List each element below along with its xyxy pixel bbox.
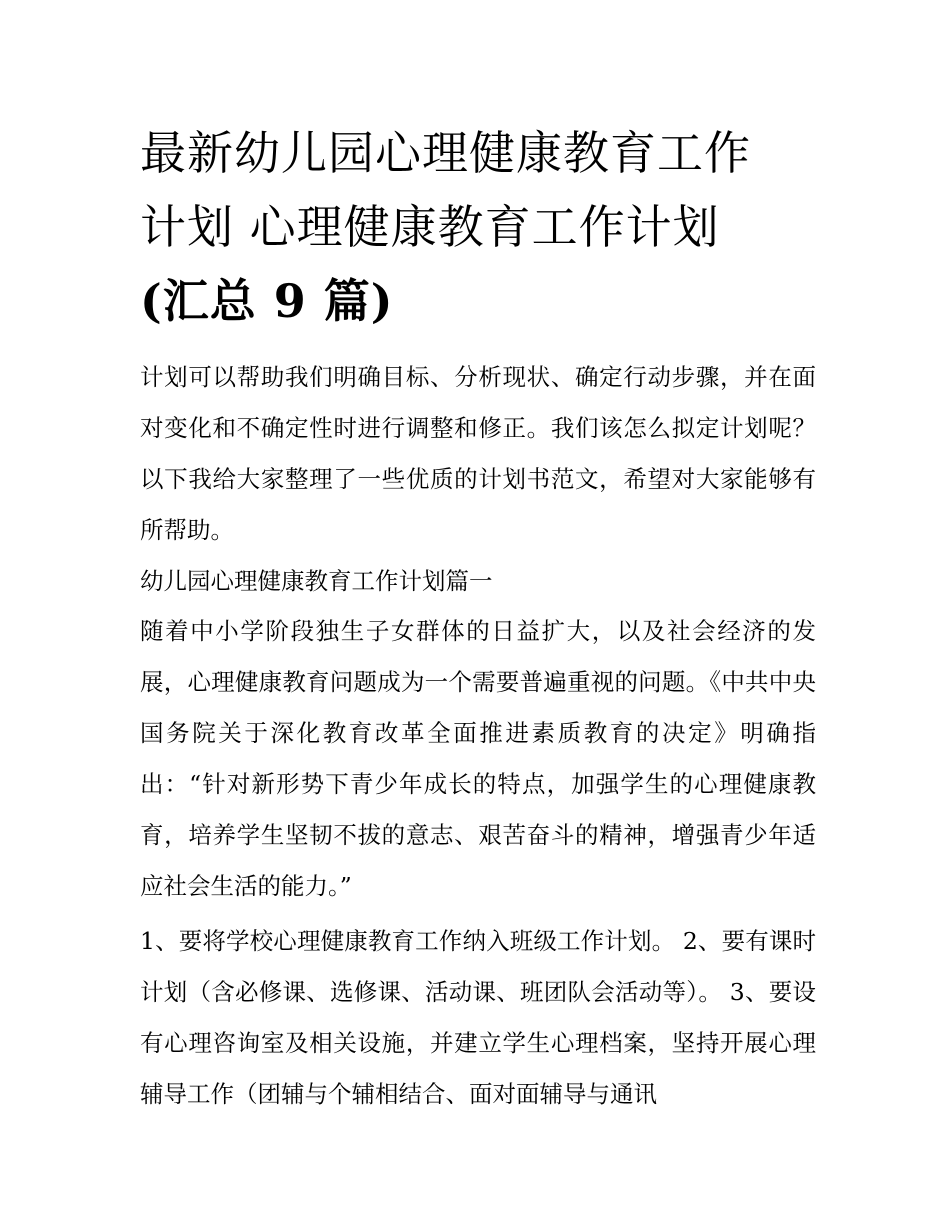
title-line-1: 最新幼儿园心理健康教育工作 xyxy=(140,126,751,180)
body-paragraph-2: 1、要将学校心理健康教育工作纳入班级工作计划。 2、要有课时计划（含必修课、选修课、活动课、班团队会活动等）。 3、要设有心理咨询室及相关设施，并建立学生心理档案，坚持开展心理辅导工作（团辅与个辅相结合、面对面辅导与通讯 xyxy=(140,927,816,1108)
section-heading: 幼儿园心理健康教育工作计划篇一 xyxy=(140,567,493,595)
document-title xyxy=(140,116,820,338)
body-paragraph-1: 随着中小学阶段独生子女群体的日益扩大，以及社会经济的发展，心理健康教育问题成为一个需要普遍重视的问题。《中共中央国务院关于深化教育改革全面推进素质教育的决定》明确指出：“针对新形势下青少年成长的特点，加强学生的心理健康教育，培养学生坚韧不拔的意志、艰苦奋斗的精神，增强青少年适应社会生活的能力。” xyxy=(140,617,816,900)
document-body xyxy=(140,352,816,1120)
title-line-2: 计划 心理健康教育工作计划 xyxy=(140,200,720,254)
intro-paragraph: 计划可以帮助我们明确目标、分析现状、确定行动步骤，并在面对变化和不确定性时进行调整和修正。我们该怎么拟定计划呢？以下我给大家整理了一些优质的计划书范文，希望对大家能够有所帮助。 xyxy=(140,363,816,544)
title-line-3: (汇总 9 篇) xyxy=(140,274,394,328)
